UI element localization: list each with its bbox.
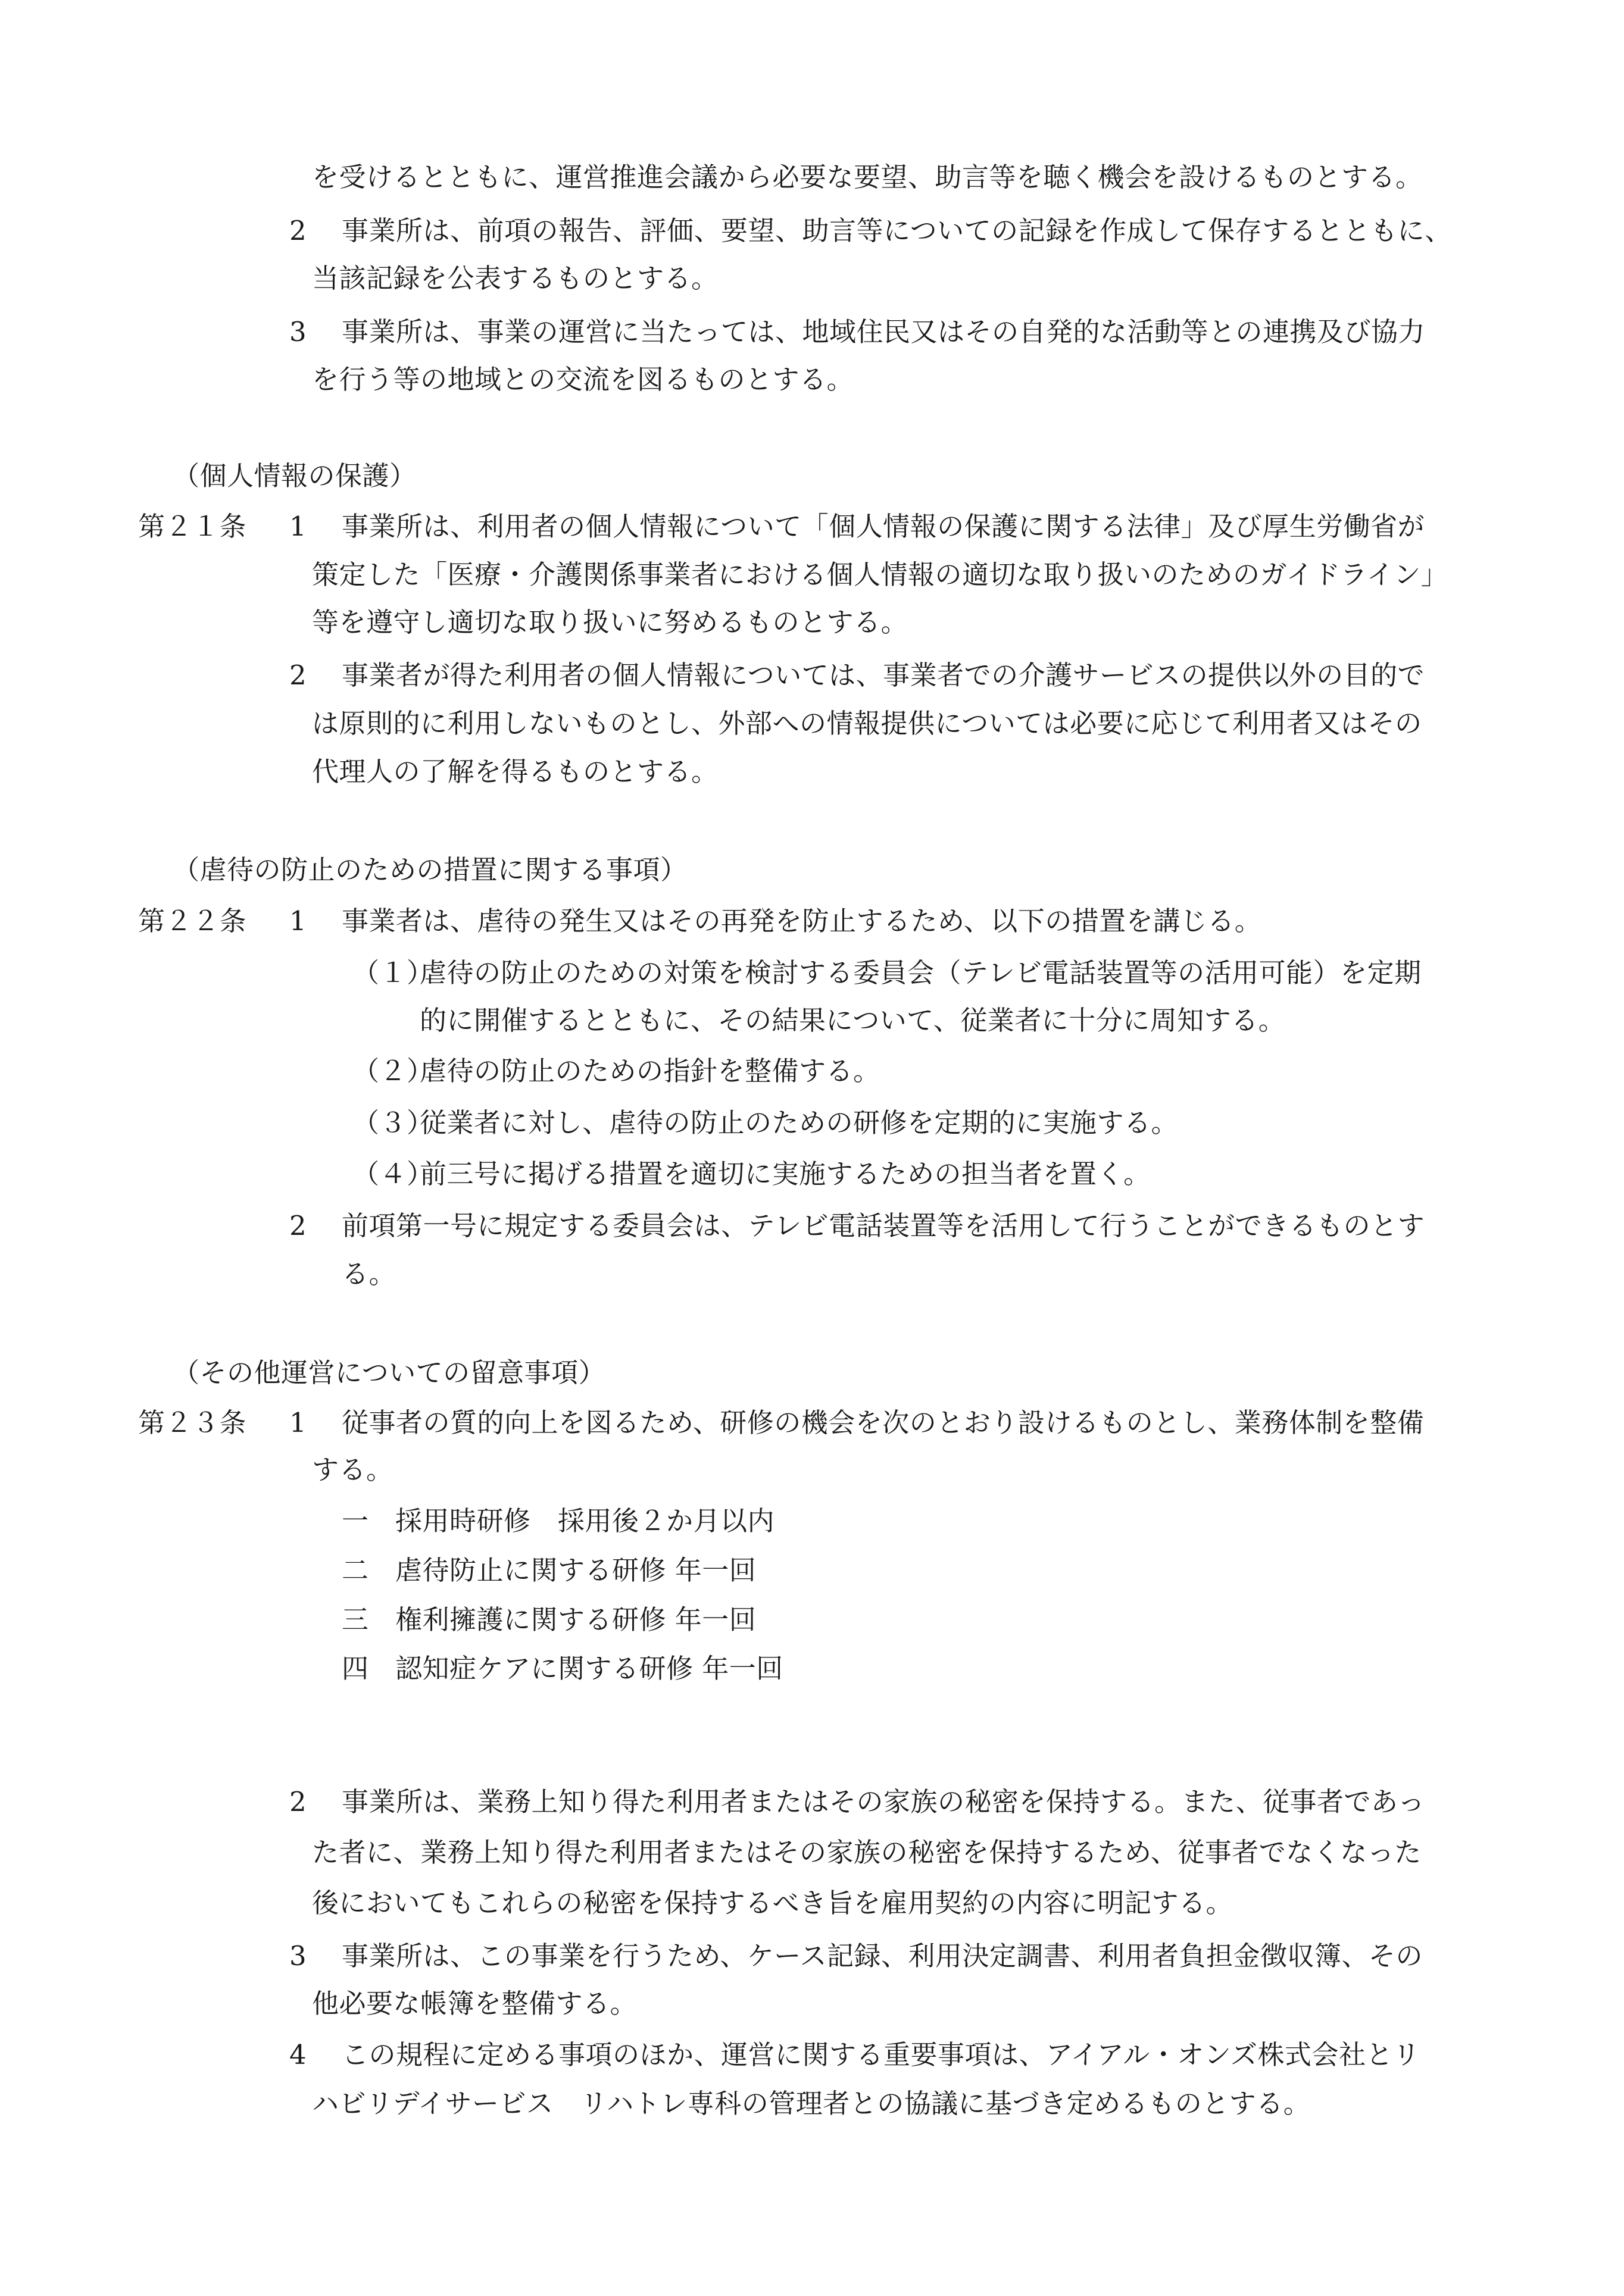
training-item: 虐待防止に関する研修 年一回: [395, 1554, 757, 1586]
item-number: （２）: [352, 1055, 434, 1087]
paragraph-number: 2: [289, 215, 307, 246]
text-line: 事業所は、この事業を行うため、ケース記録、利用決定調書、利用者負担金徴収簿、その: [342, 1940, 1423, 1972]
text-line: 事業所は、業務上知り得た利用者またはその家族の秘密を保持する。また、従事者であっ: [342, 1786, 1425, 1818]
paragraph-number: 1: [289, 905, 307, 937]
text-line: 事業所は、事業の運営に当たっては、地域住民又はその自発的な活動等との連携及び協力: [342, 316, 1426, 348]
article-heading: （虐待の防止のための措置に関する事項）: [173, 854, 688, 886]
paragraph-number: 2: [289, 1786, 307, 1818]
item-number: （１）: [352, 957, 434, 989]
training-item: 認知症ケアに関する研修 年一回: [395, 1653, 783, 1684]
article-label: 第２２条: [138, 905, 247, 937]
text-line: る。: [342, 1258, 396, 1290]
training-number: 三: [342, 1604, 369, 1635]
text-line: 前三号に掲げる措置を適切に実施するための担当者を置く。: [420, 1158, 1151, 1190]
text-line: 等を遵守し適切な取り扱いに努めるものとする。: [312, 606, 908, 638]
text-line: 虐待の防止のための指針を整備する。: [420, 1055, 880, 1087]
text-line: 事業者が得た利用者の個人情報については、事業者での介護サービスの提供以外の目的で: [342, 659, 1425, 691]
text-line: 事業者は、虐待の発生又はその再発を防止するため、以下の措置を講じる。: [342, 905, 1262, 937]
article-heading: （その他運営についての留意事項）: [173, 1357, 606, 1388]
text-line: 従事者の質的向上を図るため、研修の機会を次のとおり設けるものとし、業務体制を整備: [342, 1407, 1425, 1438]
text-line: 前項第一号に規定する委員会は、テレビ電話装置等を活用して行うことができるものとす: [342, 1210, 1425, 1241]
training-number: 二: [342, 1554, 369, 1586]
text-line: を行う等の地域との交流を図るものとする。: [312, 364, 854, 395]
paragraph-number: 1: [289, 511, 307, 542]
text-line: 従業者に対し、虐待の防止のための研修を定期的に実施する。: [420, 1107, 1179, 1138]
text-line: 的に開催するとともに、その結果について、従業者に十分に周知する。: [420, 1005, 1286, 1036]
text-line: する。: [312, 1454, 393, 1485]
item-number: （４）: [352, 1158, 434, 1190]
paragraph-number: 2: [289, 659, 307, 691]
article-label: 第２１条: [138, 511, 247, 542]
text-line: 事業所は、利用者の個人情報について「個人情報の保護に関する法律」及び厚生労働省が: [342, 511, 1425, 542]
training-number: 四: [342, 1653, 369, 1684]
text-line: 後においてもこれらの秘密を保持するべき旨を雇用契約の内容に明記する。: [312, 1887, 1233, 1919]
text-line: ハビリデイサービス リハトレ専科の管理者との協議に基づき定めるものとする。: [312, 2088, 1311, 2119]
text-line: 代理人の了解を得るものとする。: [312, 756, 719, 787]
text-line: を受けるとともに、運営推進会議から必要な要望、助言等を聴く機会を設けるものとする。: [312, 161, 1423, 193]
text-line: この規程に定める事項のほか、運営に関する重要事項は、アイアル・オンズ株式会社とリ: [342, 2039, 1420, 2070]
training-item: 権利擁護に関する研修 年一回: [395, 1604, 757, 1635]
training-number: 一: [342, 1505, 369, 1537]
paragraph-number: 2: [289, 1210, 307, 1241]
paragraph-number: 4: [289, 2039, 307, 2070]
paragraph-number: 1: [289, 1407, 307, 1438]
paragraph-number: 3: [289, 1940, 307, 1972]
text-line: は原則的に利用しないものとし、外部への情報提供については必要に応じて利用者又はその: [312, 708, 1422, 739]
article-label: 第２３条: [138, 1407, 247, 1438]
text-line: 策定した「医療・介護関係事業者における個人情報の適切な取り扱いのためのガイドライン」: [312, 559, 1448, 590]
text-line: 虐待の防止のための対策を検討する委員会（テレビ電話装置等の活用可能）を定期: [420, 957, 1422, 989]
text-line: 当該記録を公表するものとする。: [312, 262, 719, 294]
article-heading: （個人情報の保護）: [173, 460, 417, 492]
paragraph-number: 3: [289, 316, 307, 348]
text-line: 事業所は、前項の報告、評価、要望、助言等についての記録を作成して保存するとともに、: [342, 215, 1452, 246]
text-line: 他必要な帳簿を整備する。: [312, 1988, 638, 2019]
training-item: 採用時研修 採用後２か月以内: [395, 1505, 775, 1537]
text-line: た者に、業務上知り得た利用者またはその家族の秘密を保持するため、従事者でなくなった: [312, 1837, 1422, 1868]
item-number: （３）: [352, 1107, 434, 1138]
